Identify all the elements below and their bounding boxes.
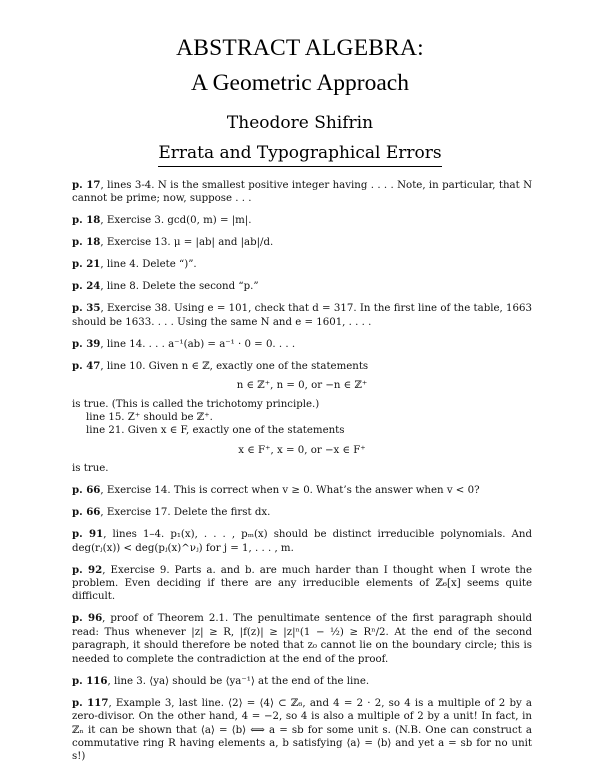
correction-text: Using e = 101, check that d = 317. In the first line of the table, 1663 should be 1633. . . . Using the same N and e = 1601, . . . . [72,303,532,328]
erratum-item [72,214,532,227]
page-ref: p. 17 [72,179,101,191]
display-equation: x ∈ F⁺, x = 0, or −x ∈ F⁺ [238,444,366,456]
page-ref: p. 66 [72,484,101,497]
sub-erratum: line 15. Z⁺ should be ℤ⁺. [86,412,213,424]
page-ref: p. 35 [72,302,101,315]
page-ref: p. 96 [72,612,103,625]
page-ref: p. 91 [72,528,104,541]
erratum-item [72,564,532,604]
location: , Exercise 38. [100,303,175,315]
correction-text: Given n ∈ ℤ, exactly one of the statements [148,360,369,372]
location: , Exercise 14. [100,485,174,497]
correction-text: Delete the first dx. [173,507,271,519]
page-ref: p. 47 [72,359,101,372]
erratum-item [72,506,532,519]
correction-text: This is correct when v ≥ 0. What’s the answer when v < 0? [173,485,480,497]
erratum-item [72,236,532,249]
continuation-text: is true. (This is called the trichotomy principle.) [72,398,320,410]
correction-text: ⟨2⟩ = ⟨4⟩ ⊂ ℤ₆, and 4 = 2 · 2, so 4 is a multiple of 2 by a zero-divisor. On the other hand, 4 = −2, so 4 is also a multiple of 2 by a unit! In fact, in ℤₙ it can be shown that ⟨a⟩ = ⟨b⟩ ⟺ a = sb for some unit s. (N.B. One can construct a commutative ring R having elements a, b satisfying ⟨a⟩ = ⟨b⟩ and yet a = sb for no unit s!) [72,697,533,763]
correction-text: . . . a⁻¹(ab) = a⁻¹ · 0 = 0. . . . [148,338,296,350]
erratum-item [72,360,532,476]
correction-text: ⟨ya⟩ should be ⟨ya⁻¹⟩ at the end of the line. [149,675,370,687]
erratum-item [72,697,532,764]
page-ref: p. 116 [72,674,108,687]
author-name: Theodore Shifrin [226,113,374,133]
errata-heading-text: Errata and Typographical Errors [158,143,441,167]
erratum-item [72,484,532,497]
erratum-item [72,528,532,555]
book-title: ABSTRACT ALGEBRA: [176,35,424,61]
sub-erratum: line 21. Given x ∈ F, exactly one of the statements [86,425,345,437]
erratum-item [72,302,532,329]
location: , line 3. [107,675,150,687]
display-equation: n ∈ ℤ⁺, n = 0, or −n ∈ ℤ⁺ [236,380,368,392]
correction-text: Parts a. and b. are much harder than I thought when I wrote the problem. Even deciding if there are any irreducible elements of ℤ₆[x] seems quite difficult. [72,564,532,603]
location: , lines 3-4. [100,180,158,191]
location: , line 4. [100,259,143,271]
page-ref: p. 21 [72,258,101,271]
page-ref: p. 92 [72,563,103,576]
errata-list [72,179,532,772]
location: , line 10. [100,360,149,372]
erratum-item [72,338,532,351]
location: , line 14. [100,338,149,350]
erratum-item [72,258,532,271]
location: , Exercise 3. [100,215,168,227]
page-ref: p. 39 [72,337,101,350]
erratum-item [72,675,532,688]
correction-text: μ = |ab| and |ab|/d. [173,237,274,249]
page-ref: p. 18 [72,236,101,249]
location: , Example 3, last line. [108,697,229,709]
erratum-item [72,179,532,206]
location: , lines 1–4. [103,529,171,541]
page-ref: p. 24 [72,280,101,293]
errata-heading [0,143,600,163]
correction-text: Delete “)”. [142,259,197,271]
erratum-item [72,612,532,666]
page-ref: p. 117 [72,696,109,709]
location: , Exercise 17. [100,507,174,519]
correction-text: gcd(0, m) = |m|. [167,215,252,227]
correction-text: The penultimate sentence of the first paragraph should read: Thus whenever |z| ≥ R, |f(z)| ≥ |z|ⁿ(1 − ½) ≥ Rⁿ/2. At the end of the second paragraph, it should therefore be noted that z₀ cannot lie on the boundary circle; this is needed to complete the contradiction at the end of the proof. [72,613,532,665]
erratum-item [72,280,532,293]
correction-text: p₁(x), . . . , pₘ(x) should be distinct irreducible polynomials. And deg(rⱼ(x)) < deg(pⱼ(x)^νⱼ) for j = 1, . . . , m. [72,529,532,554]
correction-text: Delete the second “p.” [142,281,259,293]
correction-text: N is the smallest positive integer having . . . . Note, in particular, that N cannot be prime; now, suppose . . . [72,180,532,205]
continuation-text: is true. [72,463,109,475]
page-ref: p. 66 [72,506,101,519]
location: , line 8. [100,281,143,293]
book-subtitle: A Geometric Approach [191,70,409,96]
location: , proof of Theorem 2.1. [102,613,234,625]
page-ref: p. 18 [72,214,101,227]
location: , Exercise 13. [100,237,174,249]
location: , Exercise 9. [102,564,175,576]
